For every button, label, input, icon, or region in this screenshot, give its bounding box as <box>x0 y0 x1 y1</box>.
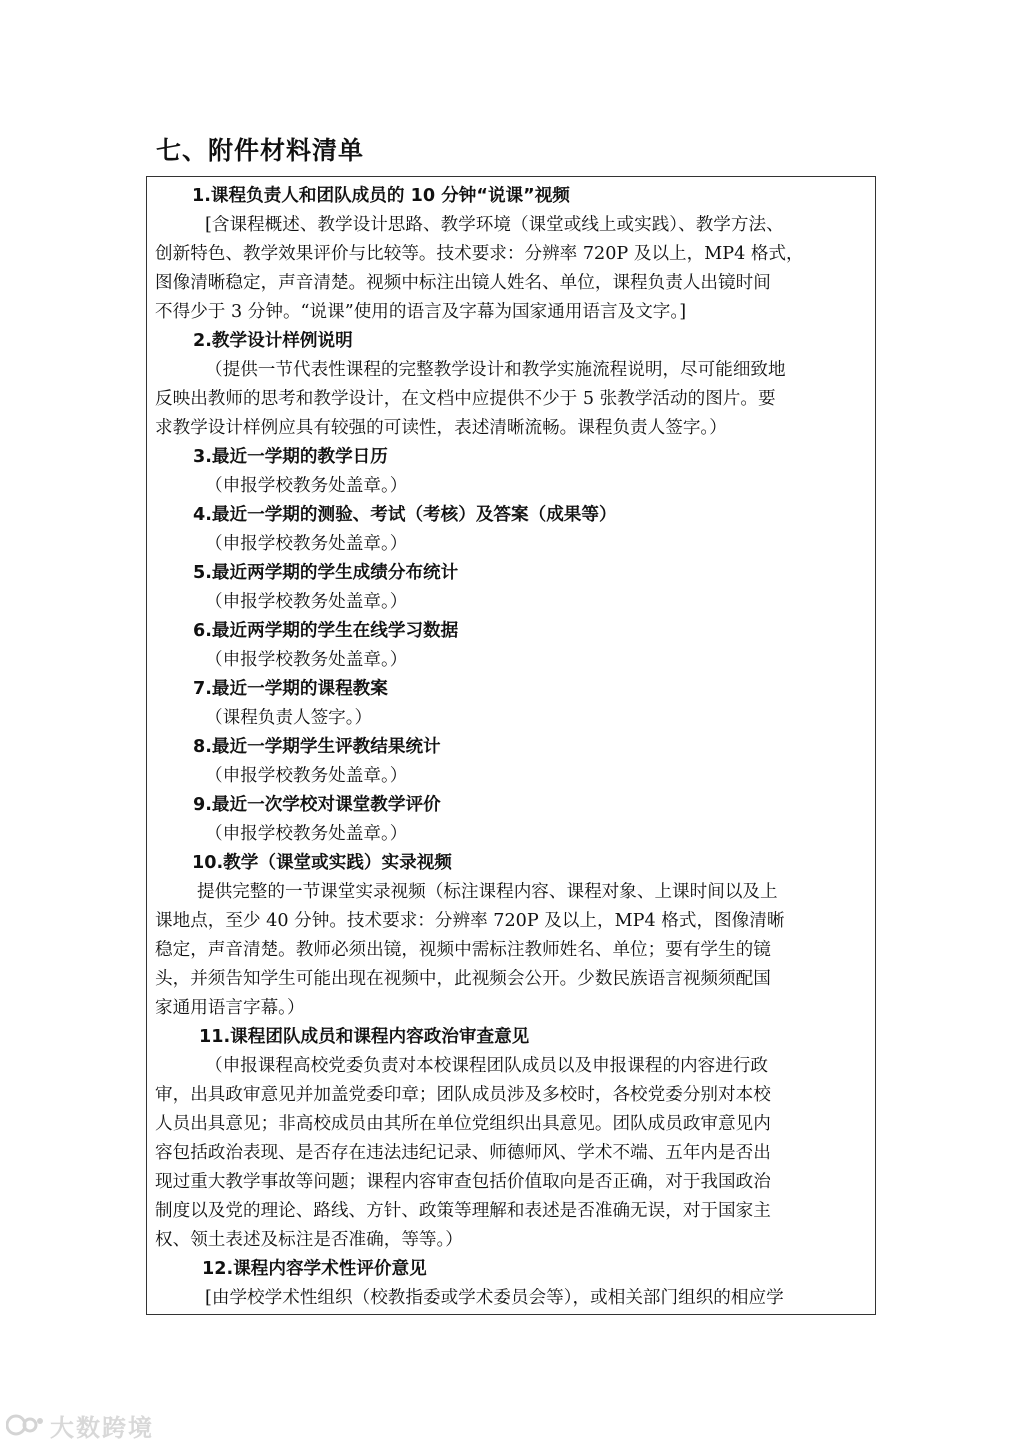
item-text-line: 不得少于 3 分钟。“说课”使用的语言及字幕为国家通用语言及文字。] <box>155 302 687 322</box>
item-text-line: 审，出具政审意见并加盖党委印章；团队成员涉及多校时，各校党委分别对本校 <box>155 1085 771 1105</box>
item-heading: 6.最近两学期的学生在线学习数据 <box>193 621 459 641</box>
item-text-line: [含课程概述、教学设计思路、教学环境（课堂或线上或实践）、教学方法、 <box>205 215 784 235</box>
item-text-line: 头，并须告知学生可能出现在视频中，此视频会公开。少数民族语言视频须配国 <box>155 969 771 989</box>
item-text-line: （申报学校教务处盖章。） <box>205 824 408 844</box>
item-heading: 5.最近两学期的学生成绩分布统计 <box>193 563 459 583</box>
item-text-line: 稳定，声音清楚。教师必须出镜，视频中需标注教师姓名、单位；要有学生的镜 <box>155 940 771 960</box>
item-heading: 10.教学（课堂或实践）实录视频 <box>192 853 452 873</box>
item-text-line: 提供完整的一节课堂实录视频（标注课程内容、课程对象、上课时间以及上 <box>197 882 778 902</box>
item-text-line: （申报课程高校党委负责对本校课程团队成员以及申报课程的内容进行政 <box>205 1056 769 1076</box>
item-heading: 11.课程团队成员和课程内容政治审查意见 <box>199 1027 530 1047</box>
item-text-line: 创新特色、教学效果评价与比较等。技术要求：分辨率 720P 及以上，MP4 格式， <box>155 244 804 264</box>
item-text-line: 家通用语言字幕。） <box>155 998 305 1018</box>
item-heading: 7.最近一学期的课程教案 <box>193 679 388 699</box>
item-text-line: 课地点，至少 40 分钟。技术要求：分辨率 720P 及以上，MP4 格式，图像清晰 <box>155 911 785 931</box>
item-text-line: 制度以及党的理论、路线、方针、政策等理解和表述是否准确无误，对于国家主 <box>155 1201 771 1221</box>
item-heading: 1.课程负责人和团队成员的 10 分钟“说课”视频 <box>192 186 570 206</box>
item-text-line: 反映出教师的思考和教学设计，在文档中应提供不少于 5 张教学活动的图片。要 <box>155 389 776 409</box>
item-text-line: （申报学校教务处盖章。） <box>205 766 408 786</box>
logo-icon <box>6 1411 46 1439</box>
item-text-line: （申报学校教务处盖章。） <box>205 534 408 554</box>
watermark <box>6 1408 154 1442</box>
item-text-line: （课程负责人签字。） <box>205 708 373 728</box>
item-heading: 3.最近一学期的教学日历 <box>193 447 388 467</box>
item-heading: 9.最近一次学校对课堂教学评价 <box>193 795 441 815</box>
item-text-line: （提供一节代表性课程的完整教学设计和教学实施流程说明，尽可能细致地 <box>205 360 786 380</box>
item-text-line: 图像清晰稳定，声音清楚。视频中标注出镜人姓名、单位，课程负责人出镜时间 <box>155 273 771 293</box>
item-text-line: [由学校学术性组织（校教指委或学术委员会等），或相关部门组织的相应学 <box>205 1288 784 1308</box>
item-heading: 2.教学设计样例说明 <box>193 331 353 351</box>
item-text-line: 求教学设计样例应具有较强的可读性，表述清晰流畅。课程负责人签字。） <box>155 418 727 438</box>
attachment-list-box <box>146 176 876 1315</box>
item-heading: 12.课程内容学术性评价意见 <box>202 1259 427 1279</box>
item-text-line: （申报学校教务处盖章。） <box>205 592 408 612</box>
item-heading: 4.最近一学期的测验、考试（考核）及答案（成果等） <box>193 505 617 525</box>
item-text-line: （申报学校教务处盖章。） <box>205 476 408 496</box>
item-text-line: 容包括政治表现、是否存在违法违纪记录、师德师风、学术不端、五年内是否出 <box>155 1143 771 1163</box>
section-title: 七、附件材料清单 <box>156 136 365 165</box>
item-heading: 8.最近一学期学生评教结果统计 <box>193 737 441 757</box>
item-text-line: 现过重大教学事故等问题；课程内容审查包括价值取向是否正确，对于我国政治 <box>155 1172 771 1192</box>
item-text-line: （申报学校教务处盖章。） <box>205 650 408 670</box>
item-text-line: 人员出具意见；非高校成员由其所在单位党组织出具意见。团队成员政审意见内 <box>155 1114 771 1134</box>
watermark-text: 大数跨境 <box>50 1413 154 1442</box>
item-text-line: 权、领土表述及标注是否准确，等等。） <box>155 1230 463 1250</box>
